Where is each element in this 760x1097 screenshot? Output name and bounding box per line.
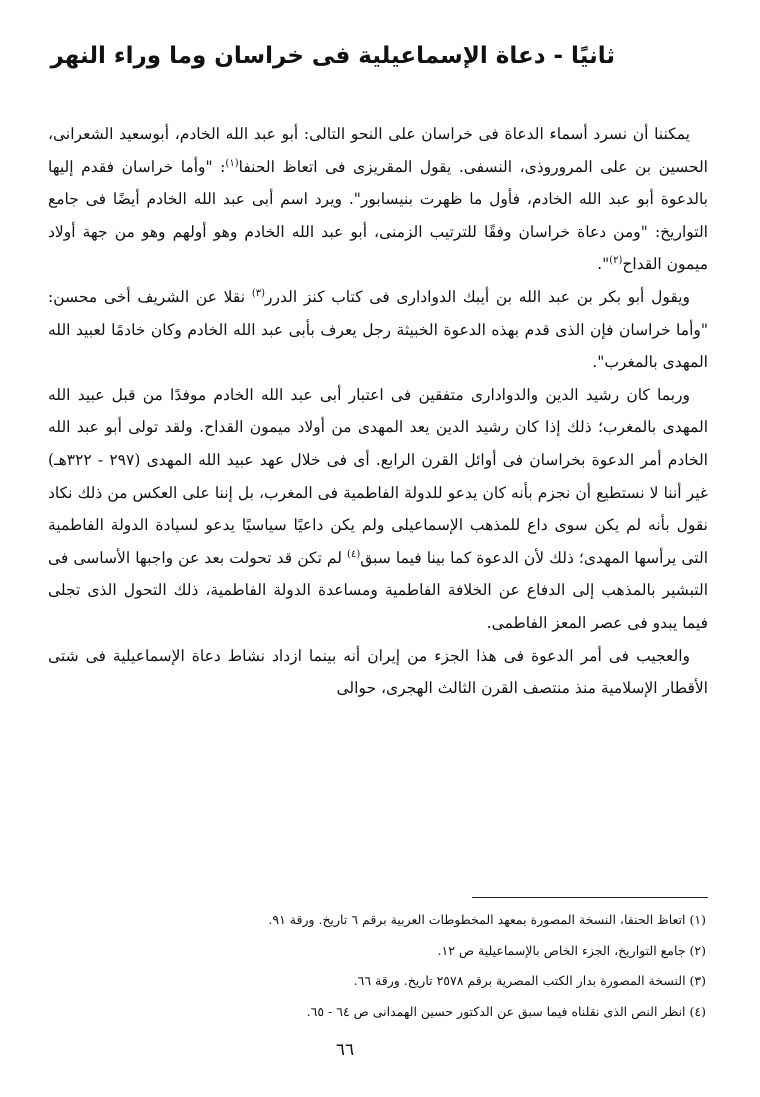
paragraph-text: : "وأما خراسان فقدم إليها بالدعوة أبو عبد الله الخادم، فأول ما ظهرت بنيسابور". ويرد اسم أبى عبد الله الخادم أيضًا فى جامع التواريخ: "ومن دعاة خراسان وفقًا للترتيب الزمنى، أبو عبد الله الخادم وهو أولهم وهو من جهة أولاد ميمون القداح [48,157,708,274]
page-number: ٦٦ [335,1040,355,1060]
paragraph-text: لم تكن قد تحولت بعد عن واجبها الأساسى فى التبشير بالمذهب إلى الدفاع عن الخلافة الفاطمية ومساعدة الدولة الفاطمية، ذلك التحول الذى تجلى فيما يبدو فى عصر المعز الفاطمى. [48,548,708,632]
paragraph [48,379,708,640]
footnote-2: (٢) جامع التواريخ، الجزء الخاص بالإسماعيلية ص ١٢. [437,942,706,958]
footnote-divider [472,897,708,898]
paragraph [48,640,708,705]
footnote-3: (٣) النسخة المصورة بدار الكتب المصرية برقم ٢٥٧٨ تاريخ. ورقة ٦٦. [353,973,706,988]
section-heading: ثانيًا - دعاة الإسماعيلية فى خراسان وما وراء النهر [50,43,615,69]
footnote-ref[interactable]: (١) [225,157,239,169]
footnote-ref[interactable]: (٤) [347,548,361,560]
paragraph-text: ويقول أبو بكر بن عبد الله بن أيبك الدوادارى فى كتاب كنز الدرر [265,287,690,306]
paragraph-text: والعجيب فى أمر الدعوة فى هذا الجزء من إيران أنه بينما ازداد نشاط دعاة الإسماعيلية فى شتى الأقطار الإسلامية منذ منتصف القرن الثالث الهجرى، حوالى [48,646,708,698]
footnotes [56,905,706,1027]
paragraph-text: نقلا عن الشريف أخى محسن: "وأما خراسان فإن الذى قدم بهذه الدعوة الخبيثة رجل يعرف بأبى عبد الله الخادم وكان خادمًا لعبيد الله المهدى بالمغرب". [48,287,708,372]
paragraph-text: وربما كان رشيد الدين والدوادارى متفقين فى اعتبار أبى عبد الله الخادم موفدًا من قبل عبيد الله المهدى بالمغرب؛ ذلك إذا كان رشيد الدين يعد المهدى من أولاد ميمون القداح. ولقد تولى أبو عبد الله الخادم أمر الدعوة بخراسان فى أوائل القرن الرابع. أى فى خلال عهد عبيد الله المهدى (٢٩٧ - ٣٢٢هـ) غير أننا لا نستطيع أن نجزم بأنه كان يدعو للدولة الفاطمية فى المغرب، بل إننا على العكس من ذلك نكاد نقول بأنه لم يكن سوى داع للمذهب الإسماعيلى ولم يكن داعيًا سياسيًا يدعو لسيادة الدولة الفاطمية التى يرأسها المهدى؛ ذلك لأن الدعوة كما بينا فيما سبق [48,385,709,567]
paragraph [48,281,708,379]
footnote-ref[interactable]: (٣) [251,287,265,299]
footnote-1: (١) اتعاظ الحنفا، النسخة المصورة بمعهد المخطوطات العربية برقم ٦ تاريخ. ورقة ٩١. [268,912,706,927]
paragraph-text: ". [597,255,610,274]
body-text [48,118,708,705]
paragraph-text: يمكننا أن نسرد أسماء الدعاة فى خراسان على النحو التالى: أبو عبد الله الخادم، أبوسعيد الشعرانى، الحسين بن على المروروذى، النسفى. يقول المقريزى فى اتعاظ الحنفا [48,125,708,176]
footnote-4: (٤) انظر النص الذى نقلناه فيما سبق عن الدكتور حسين الهمدانى ص ٦٤ - ٦٥. [306,1003,706,1019]
paragraph [48,118,708,281]
footnote-ref[interactable]: (٢) [609,255,623,267]
